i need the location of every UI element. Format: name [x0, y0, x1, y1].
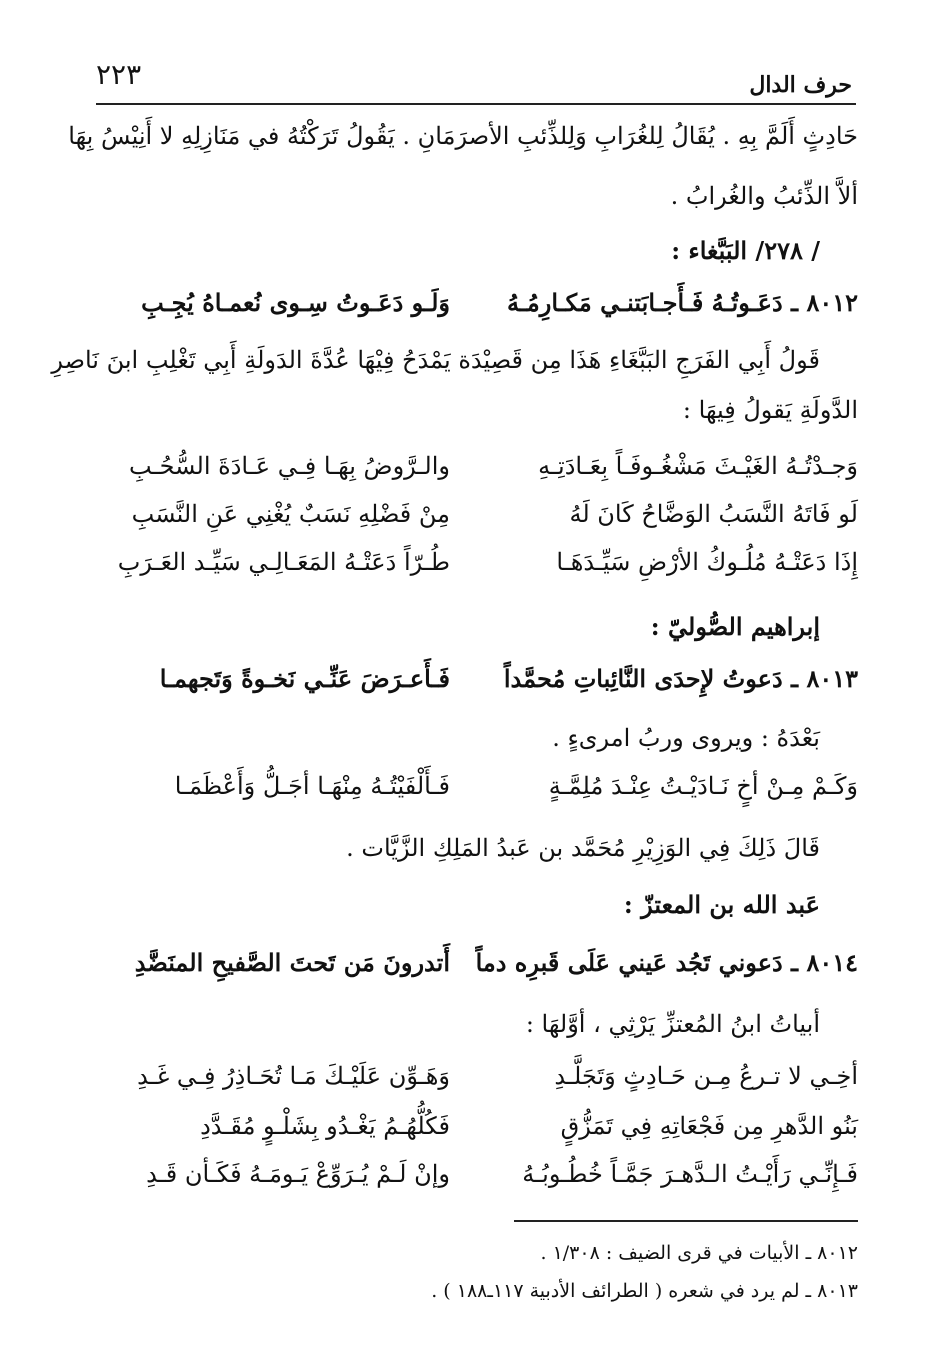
verse-8012-first-hemistich: ٨٠١٢ ـ دَعَـوتُـهُ فَـأَجـابَتنـي مَكـارِمُـهُ — [506, 288, 858, 317]
verse-8013b-left: فَـأَلْفَيْتُـهُ مِنْهَـا أجَـلُّ وَأَعْظَمَـا — [174, 772, 450, 800]
verse-8012-a-left: والـرَّوضُ بِهَـا فِـي عَـادَةَ السُّحُـبِ — [129, 452, 450, 480]
chapter-title: حرف الدال — [749, 72, 852, 98]
verse-8012-b-left: مِنْ فَضْلِهِ نَسَبٌ يُغْنِي عَنِ النَّسَبِ — [131, 500, 450, 528]
poet-heading-suli: إبراهيم الصُّوليّ : — [650, 612, 820, 641]
comment-8014: أبياتُ ابنُ المُعتزِّ يَرْثِي ، أوَّلهَا : — [525, 1010, 820, 1038]
verse-8013-second-hemistich: فَـأَعـرَضَ عَنِّـي نَخـوةً وَتَجهمـا — [159, 664, 450, 693]
verse-8014-c-right: فَـإِنِّـي رَأَيْـتُ الـدَّهـرَ جَمَّـاً خُطُـوبُـهُ — [522, 1160, 858, 1188]
verse-8013-first-hemistich: ٨٠١٣ ـ دَعوتُ لإِحدَى النَّائِباتِ مُحمَّداً — [503, 664, 858, 693]
verse-8012-a-right: وَجـدْتُـهُ الغَيْـثَ مَشْغُـوفَـاً بِعَـادَتِـهِ — [538, 452, 858, 480]
note-8013: بَعْدَهُ : ويروى وربُ امرىءٍ . — [552, 724, 820, 752]
poet-heading-babbagha: / ٢٧٨/ البَبَّغاء : — [671, 236, 820, 265]
poet-heading-ibn-al-mutazz: عَبد الله بن المعتزّ : — [623, 890, 820, 919]
footnote-8012: ٨٠١٢ ـ الأبيات في قرى الضيف : ١/٣٠٨ . — [540, 1242, 858, 1264]
verse-8013b-right: وَكَـمْ مِـنْ أخٍ نَـادَيْـتُ عِنْـدَ مُلِمَّـةٍ — [548, 772, 858, 800]
verse-8014-a-right: أخِـي لا تـرعُ مِـن حَـادِثٍ وَتَجَلَّـدِ — [554, 1062, 858, 1090]
intro-line-1: حَادِثٍ أَلَمَّ بِهِ . يُقَالُ لِلغُرَابِ وَلِلذِّئبِ الأصرَمَانِ . يَقُولُ تَرَكْتُهُ في مَنَازِلِهِ لا أَنِيْسُ بِهَا — [68, 122, 858, 150]
verse-8014-second-hemistich: أَتدرونَ مَن تَحتَ الصَّفيحِ المنَضَّدِ — [134, 948, 450, 977]
verse-8012-c-left: طُـرّاً دَعَتْـهُ المَعَـالِـي سَيِّـد العَـرَبِ — [117, 548, 450, 576]
verse-8014-b-left: فَكُلُّهُـمُ يَغْـدُو بِشَلْـوٍ مُقَـدَّدِ — [200, 1112, 450, 1140]
verse-8012-second-hemistich: وَلَـو دَعَـوتُ سِـوى نُعمـاهُ يُجِـبِ — [141, 288, 450, 317]
verse-8012-b-right: لَو فَاتَهُ النَّسَبُ الوَضَّاحُ كَانَ لَهُ — [569, 500, 858, 528]
comment-8012-line-1: قَولُ أَبِي الفَرَجِ البَبَّغَاءِ هَذَا مِن قَصِيْدَة يَمْدَحُ فِيْهَا عُدَّةَ الدَولَةِ أَبِي تَغْلِبِ ابنَ نَاصِرِ — [51, 346, 820, 374]
verse-8014-b-right: بَنُو الدَّهرِ مِن فَجْعَاتِهِ فِي تَمَزُّقٍ — [560, 1112, 858, 1140]
verse-8012-c-right: إِذَا دَعَتْـهُ مُلُـوكُ الأرْضِ سَيِّـدَهَـا — [556, 548, 858, 576]
page-number: ٢٢٣ — [96, 58, 142, 91]
intro-line-2: ألاَّ الذِّئبُ والغُرابُ . — [670, 182, 858, 210]
comment-8012-line-2: الدَّولَةِ يَقولُ فِيهَا : — [682, 396, 858, 424]
footnote-rule — [514, 1220, 858, 1222]
footnote-8013: ٨٠١٣ ـ لم يرد في شعره ( الطرائف الأدبية ١١٧ـ١٨٨ ) . — [431, 1280, 858, 1302]
header-rule — [96, 103, 856, 105]
comment-8013: قَالَ ذَلِكَ فِي الوَزِيْرِ مُحَمَّد بن عَبدُ المَلِكِ الزَّيَّات . — [346, 834, 820, 862]
verse-8014-a-left: وَهَـوِّن عَلَيْـكَ مَـا تُحَـاذِرُ فِـي غَـدِ — [137, 1062, 450, 1090]
verse-8014-c-left: وإنْ لَـمْ يُـرَوِّعْ يَـومَـهُ فَكَـأن قَـدِ — [146, 1160, 450, 1188]
verse-8014-first-hemistich: ٨٠١٤ ـ دَعوني تَجُد عَيني عَلَى قَبرِه دماً — [475, 948, 858, 977]
